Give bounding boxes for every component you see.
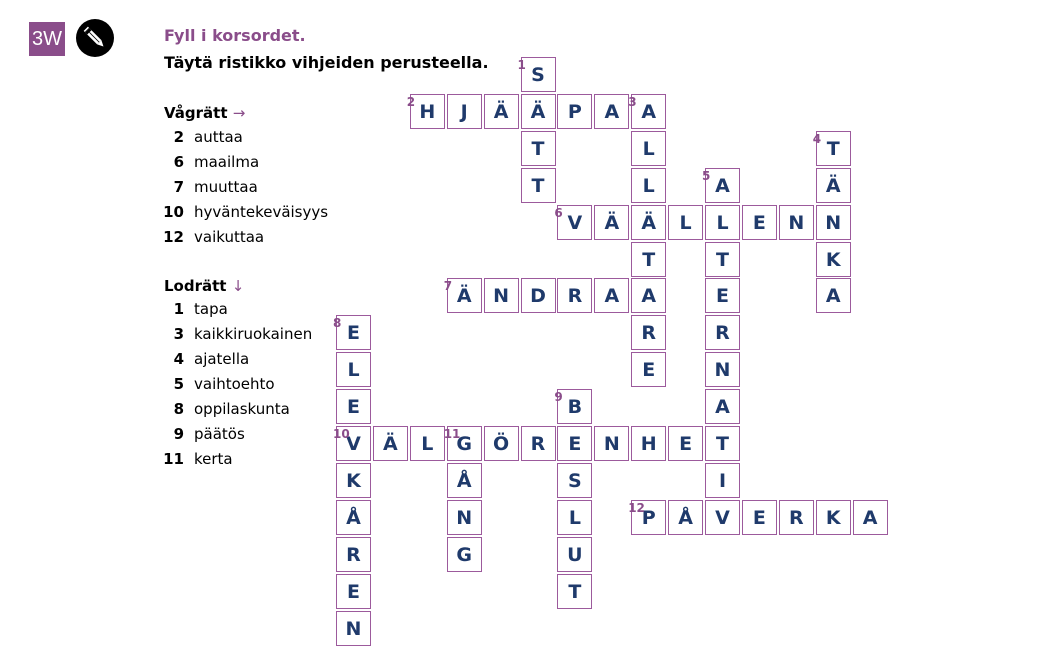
- crossword-cell[interactable]: E: [742, 500, 777, 535]
- crossword-cell[interactable]: B: [557, 389, 592, 424]
- crossword-cell[interactable]: E: [336, 574, 371, 609]
- crossword-cell[interactable]: N: [447, 500, 482, 535]
- crossword-cell[interactable]: T: [521, 168, 556, 203]
- crossword-cell[interactable]: N: [705, 352, 740, 387]
- clue-number-label: 9: [554, 390, 563, 405]
- crossword-cell[interactable]: A: [816, 278, 851, 313]
- clue-number-label: 3: [628, 94, 637, 109]
- across-heading-label: Vågrätt: [164, 104, 228, 122]
- clue-number-label: 1: [517, 58, 526, 72]
- crossword-cell[interactable]: Ä: [447, 278, 482, 313]
- clue-number: 12: [163, 228, 184, 246]
- clue-number-label: 4: [812, 131, 822, 146]
- crossword-cell[interactable]: L: [705, 205, 740, 240]
- exercise-title: Fyll i korsordet.: [164, 26, 306, 45]
- clue-number: 11: [163, 450, 184, 468]
- clue-number-label: 8: [333, 316, 342, 331]
- clue-number: 2: [173, 128, 184, 146]
- crossword-cell[interactable]: U: [557, 537, 592, 572]
- crossword-cell[interactable]: Å: [447, 463, 482, 498]
- crossword-cell[interactable]: T: [521, 131, 556, 166]
- crossword-cell[interactable]: T: [631, 242, 666, 277]
- clue-number-label: 7: [443, 279, 453, 294]
- clue-number-label: 6: [554, 205, 563, 220]
- clue-number: 1: [173, 300, 184, 318]
- clue-text: vaihtoehto: [194, 375, 275, 393]
- crossword-cell[interactable]: S: [557, 463, 592, 498]
- crossword-cell[interactable]: L: [410, 426, 445, 461]
- crossword-cell[interactable]: S: [521, 57, 556, 92]
- crossword-cell[interactable]: Ä: [816, 168, 851, 203]
- clue-text: muuttaa: [194, 178, 258, 196]
- crossword-cell[interactable]: A: [853, 500, 888, 535]
- crossword-cell[interactable]: Ä: [594, 205, 629, 240]
- crossword-cell[interactable]: T: [557, 574, 592, 609]
- crossword-cell[interactable]: N: [484, 278, 519, 313]
- crossword-cell[interactable]: Å: [336, 500, 371, 535]
- crossword-cell[interactable]: E: [336, 315, 371, 350]
- crossword-cell[interactable]: Ä: [373, 426, 408, 461]
- crossword-cell[interactable]: K: [336, 463, 371, 498]
- crossword-cell[interactable]: R: [631, 315, 666, 350]
- crossword-cell[interactable]: E: [336, 389, 371, 424]
- crossword-cell[interactable]: Å: [668, 500, 703, 535]
- crossword-cell[interactable]: K: [816, 500, 851, 535]
- clue-number: 9: [173, 425, 184, 443]
- crossword-cell[interactable]: G: [447, 426, 482, 461]
- crossword-cell[interactable]: A: [594, 94, 629, 129]
- clue-number: 7: [173, 178, 184, 196]
- clue-number: 8: [173, 400, 184, 418]
- clue-text: ajatella: [194, 350, 250, 368]
- clue-number-label: 11: [443, 427, 461, 441]
- down-heading-label: Lodrätt: [164, 277, 227, 295]
- exercise-subtitle: Täytä ristikko vihjeiden perusteella.: [164, 53, 489, 72]
- crossword-cell[interactable]: A: [631, 278, 666, 313]
- crossword-cell[interactable]: A: [631, 94, 666, 129]
- crossword-cell[interactable]: N: [779, 205, 814, 240]
- crossword-cell[interactable]: J: [447, 94, 482, 129]
- crossword-cell[interactable]: E: [631, 352, 666, 387]
- clue-text: päätös: [194, 425, 245, 443]
- crossword-cell[interactable]: R: [705, 315, 740, 350]
- crossword-cell[interactable]: Ä: [521, 94, 556, 129]
- crossword-cell[interactable]: I: [705, 463, 740, 498]
- clue-text: kerta: [194, 450, 233, 468]
- clue-text: auttaa: [194, 128, 243, 146]
- crossword-cell[interactable]: K: [816, 242, 851, 277]
- right-arrow-icon: →: [232, 104, 246, 122]
- crossword-cell[interactable]: T: [705, 242, 740, 277]
- crossword-cell[interactable]: R: [336, 537, 371, 572]
- crossword-cell[interactable]: D: [521, 278, 556, 313]
- crossword-cell[interactable]: E: [742, 205, 777, 240]
- clue-number: 4: [173, 350, 184, 368]
- crossword-cell[interactable]: R: [521, 426, 556, 461]
- clue-number: 10: [163, 203, 184, 221]
- crossword-cell[interactable]: N: [816, 205, 851, 240]
- crossword-cell[interactable]: H: [631, 426, 666, 461]
- clue-number-label: 10: [333, 427, 350, 441]
- clue-number: 6: [173, 153, 184, 171]
- crossword-cell[interactable]: H: [410, 94, 445, 129]
- crossword-cell[interactable]: Ä: [484, 94, 519, 129]
- crossword-cell[interactable]: L: [668, 205, 703, 240]
- crossword-cell[interactable]: A: [705, 389, 740, 424]
- down-arrow-icon: ↓: [231, 277, 245, 295]
- crossword-cell[interactable]: V: [336, 426, 371, 461]
- crossword-cell[interactable]: L: [336, 352, 371, 387]
- clue-number-label: 2: [406, 94, 416, 109]
- crossword-cell[interactable]: T: [705, 426, 740, 461]
- clue-number-label: 5: [702, 168, 711, 183]
- crossword-cell[interactable]: P: [631, 500, 666, 535]
- crossword-cell[interactable]: L: [631, 131, 666, 166]
- crossword-cell[interactable]: E: [557, 426, 592, 461]
- clue-text: maailma: [194, 153, 260, 171]
- clue-text: hyväntekeväisyys: [194, 203, 329, 221]
- crossword-cell[interactable]: E: [705, 278, 740, 313]
- crossword-cell[interactable]: V: [705, 500, 740, 535]
- clue-number: 3: [173, 325, 184, 343]
- crossword-cell[interactable]: L: [557, 500, 592, 535]
- crossword-cell[interactable]: A: [705, 168, 740, 203]
- clue-number: 5: [173, 375, 184, 393]
- crossword-cell[interactable]: A: [594, 278, 629, 313]
- crossword-cell[interactable]: R: [557, 278, 592, 313]
- crossword-cell[interactable]: V: [557, 205, 592, 240]
- crossword-cell[interactable]: E: [668, 426, 703, 461]
- crossword-cell[interactable]: L: [631, 168, 666, 203]
- crossword-cell[interactable]: Ö: [484, 426, 519, 461]
- crossword-cell[interactable]: R: [779, 500, 814, 535]
- exercise-badge: 3W: [29, 22, 65, 56]
- clue-text: oppilaskunta: [194, 400, 290, 418]
- clue-text: kaikkiruokainen: [194, 325, 313, 343]
- crossword-cell[interactable]: G: [447, 537, 482, 572]
- crossword-cell[interactable]: T: [816, 131, 851, 166]
- clue-number-label: 12: [628, 500, 645, 515]
- clue-text: tapa: [194, 300, 228, 318]
- crossword-cell[interactable]: N: [594, 426, 629, 461]
- crossword-cell[interactable]: N: [336, 611, 371, 646]
- crossword-cell[interactable]: Ä: [631, 205, 666, 240]
- clue-text: vaikuttaa: [194, 228, 265, 246]
- crossword-cell[interactable]: P: [557, 94, 592, 129]
